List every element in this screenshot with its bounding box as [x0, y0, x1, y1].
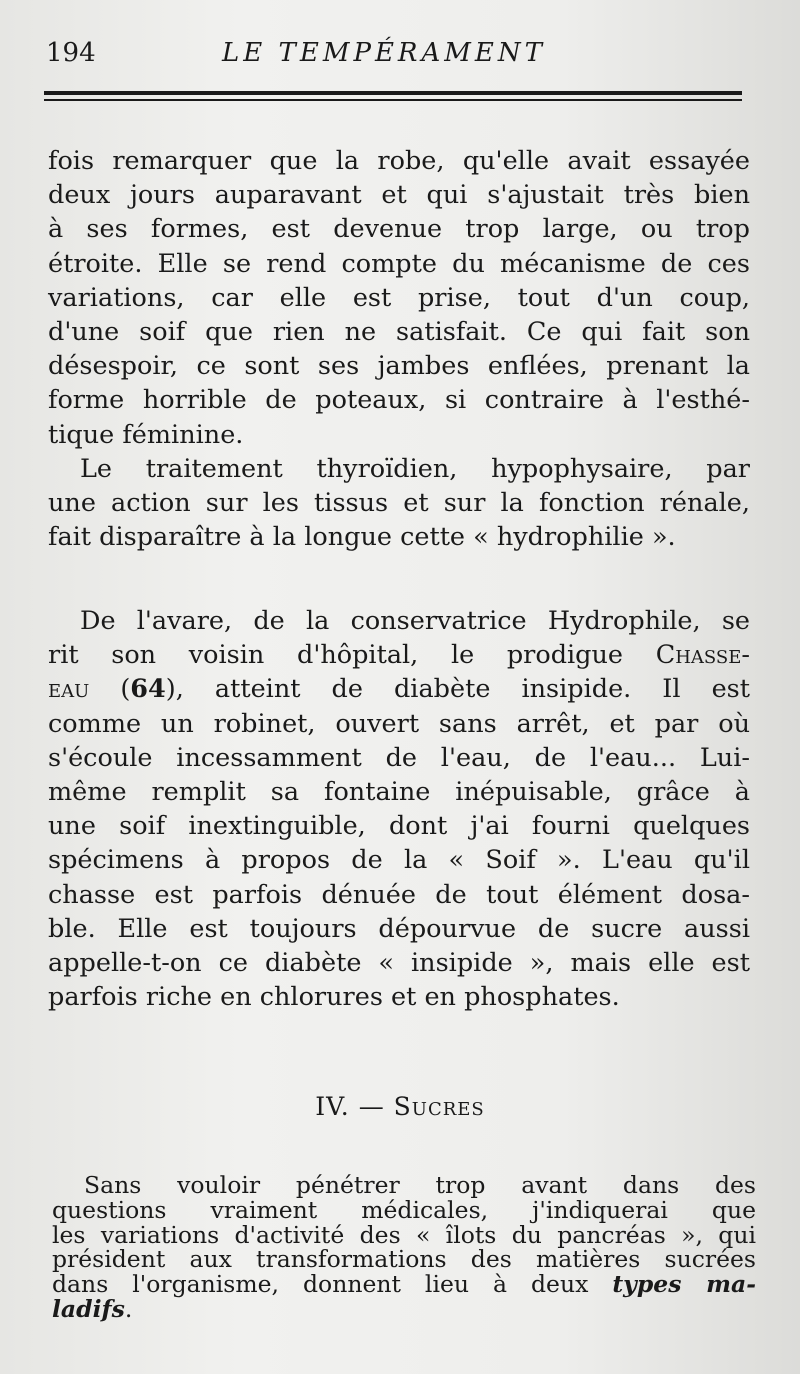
text-line: De l'avare, de la conservatrice Hydrophile, se: [80, 606, 750, 636]
text-fragment: ), atteint de diabète insipide. Il est: [165, 674, 750, 705]
emphasis: types ma-: [612, 1270, 756, 1299]
patient-name: Chasse-: [655, 640, 750, 671]
text-line: spécimens à propos de la « Soif ». L'eau qu'il: [48, 845, 750, 876]
text-line: président aux transformations des matières sucrées: [52, 1245, 756, 1274]
paragraph-continued: [48, 144, 750, 554]
text-line: [48, 672, 750, 706]
text-line: forme horrible de poteaux, si contraire à l'esthé-: [48, 385, 750, 416]
text-line: étroite. Elle se rend compte du mécanisme de ces: [48, 248, 750, 279]
text-line: variations, car elle est prise, tout d'un coup,: [48, 282, 750, 313]
text-line: fait disparaître à la longue cette « hydrophilie ».: [48, 522, 676, 553]
patient-name-end: eau: [48, 674, 90, 705]
case-reference: 64: [130, 674, 166, 705]
text-fragment: (: [89, 674, 131, 705]
text-line: appelle-t-on ce diabète « insipide », mais elle est: [48, 948, 750, 979]
text-line: d'une soif que rien ne satisfait. Ce qui fait son: [48, 317, 750, 348]
text-line: [52, 1294, 756, 1323]
text-line: s'écoule incessamment de l'eau, de l'eau... Lui-: [48, 742, 750, 773]
text-line: chasse est parfois dénuée de tout élément dosa-: [48, 879, 750, 910]
paragraph-chasseau: [48, 604, 750, 1014]
text-line: les variations d'activité des « îlots du pancréas », qui: [52, 1220, 756, 1249]
page-number: 194: [46, 38, 96, 68]
text-fragment: dans l'organisme, donnent lieu à deux: [52, 1270, 613, 1299]
text-fragment: rit son voisin d'hôpital, le prodigue: [48, 640, 656, 671]
text-line: [52, 1272, 756, 1297]
paragraph-sucres: [52, 1173, 756, 1322]
text-line: Le traitement thyroïdien, hypophysaire, par: [80, 453, 750, 484]
text-line: à ses formes, est devenue trop large, ou trop: [48, 214, 750, 245]
section-number: IV. —: [315, 1092, 394, 1121]
text-line: parfois riche en chlorures et en phosphates.: [48, 982, 620, 1013]
text-line: [48, 638, 750, 672]
text-line: une soif inextinguible, dont j'ai fourni quelques: [48, 811, 750, 842]
section-title: Sucres: [393, 1092, 485, 1121]
text-line: questions vraiment médicales, j'indiquerai que: [52, 1195, 756, 1224]
text-line: deux jours auparavant et qui s'ajustait très bien: [48, 180, 750, 211]
text-line: fois remarquer que la robe, qu'elle avait essayée: [48, 146, 750, 176]
page-header: [46, 38, 746, 78]
text-line: tique féminine.: [48, 419, 244, 450]
text-line: même remplit sa fontaine inépuisable, grâce à: [48, 777, 750, 808]
text-line: Sans vouloir pénétrer trop avant dans des: [84, 1171, 756, 1199]
text-line: une action sur les tissus et sur la fonction rénale,: [48, 488, 750, 519]
text-fragment: .: [124, 1294, 133, 1323]
text-line: comme un robinet, ouvert sans arrêt, et par où: [48, 708, 750, 739]
emphasis: ladifs: [52, 1294, 125, 1323]
header-rule-thick: [44, 91, 742, 95]
text-line: désespoir, ce sont ses jambes enflées, prenant la: [48, 351, 750, 382]
running-title: LE TEMPÉRAMENT: [222, 38, 546, 68]
text-line: ble. Elle est toujours dépourvue de sucre aussi: [48, 913, 750, 944]
section-heading: [0, 1092, 800, 1121]
header-rule-thin: [44, 99, 742, 101]
